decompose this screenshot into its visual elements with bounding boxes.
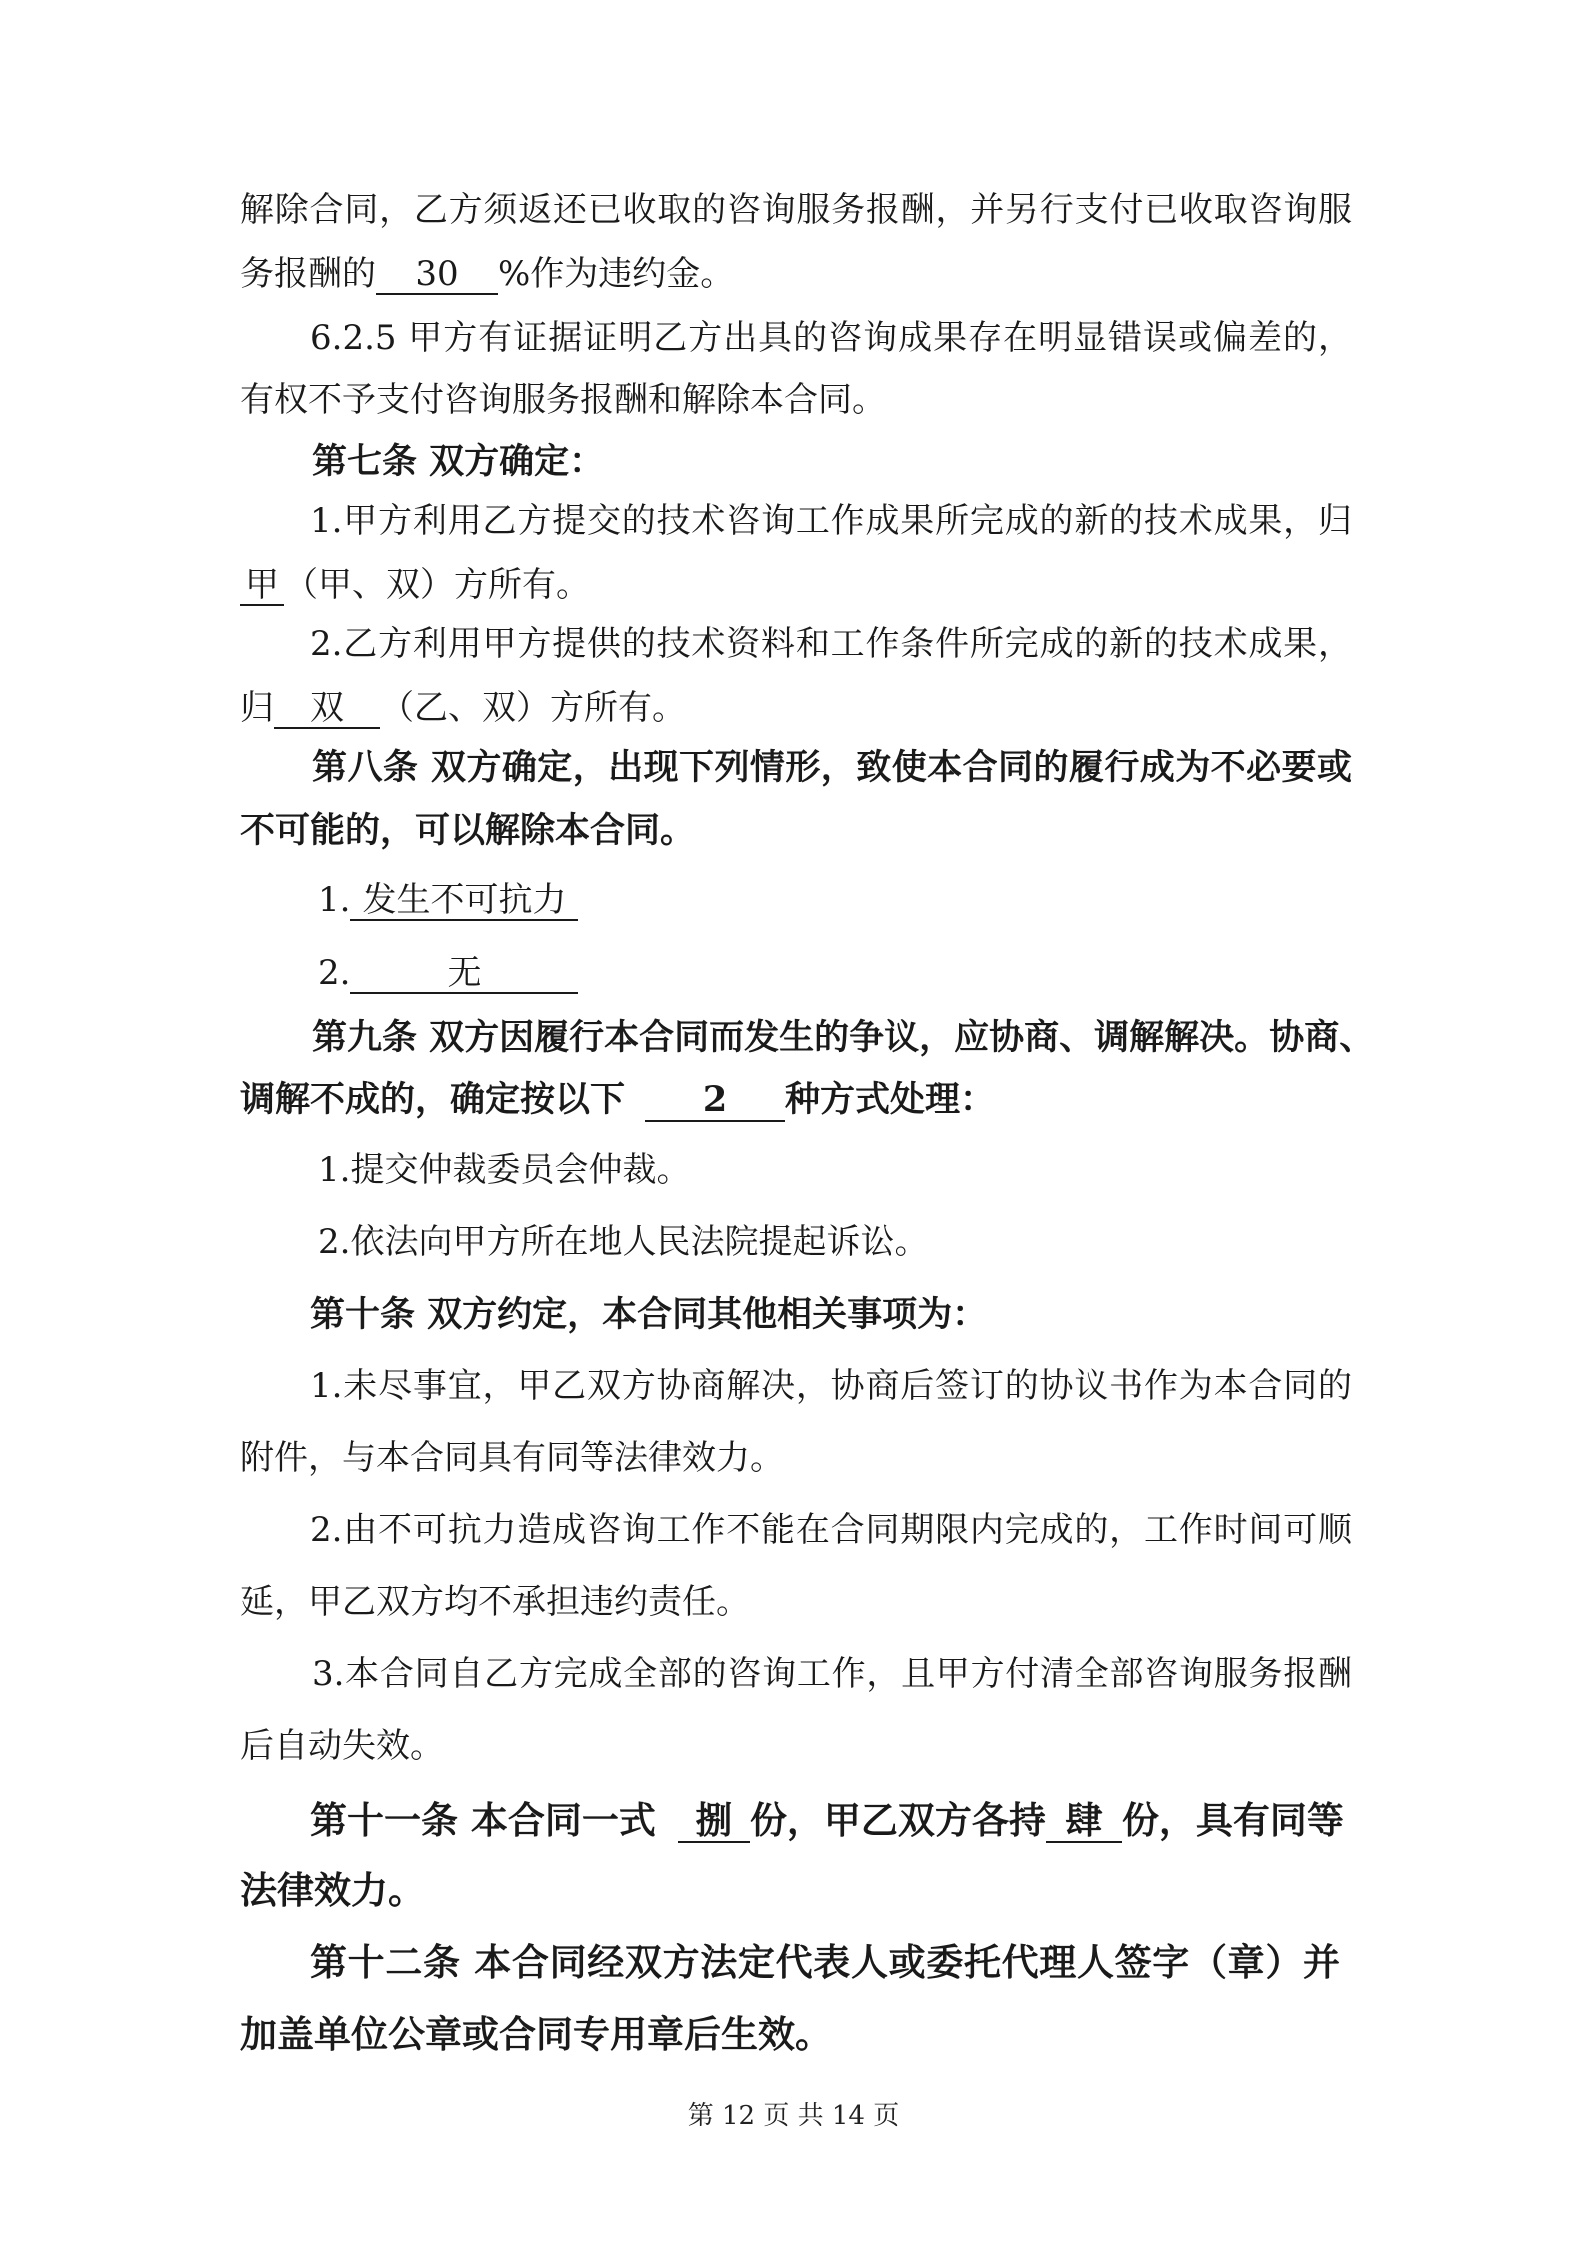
article-12-line2: 加盖单位公章或合同专用章后生效。	[240, 2012, 832, 2056]
article-9-line1: 第九条 双方因履行本合同而发生的争议，应协商、调解解决。协商、	[312, 1017, 1375, 1058]
article-11-line1	[310, 1800, 1344, 1843]
article-7-item-2-line2	[240, 690, 686, 729]
article-9-suffix: 种方式处理：	[785, 1079, 996, 1120]
penalty-percent-field: 30	[376, 256, 498, 295]
clause-6-penalty-prefix: 务报酬的	[240, 254, 376, 294]
article-7-item-2-line1: 2.乙方利用甲方提供的技术资料和工作条件所完成的新的技术成果，	[310, 624, 1352, 664]
dispute-method-field: 2	[645, 1081, 785, 1122]
article-7-item-2-prefix: 归	[240, 688, 274, 728]
copies-each-field: 肆	[1046, 1800, 1122, 1843]
article-10-item-2-line1: 2.由不可抗力造成咨询工作不能在合同期限内完成的，工作时间可顺	[310, 1510, 1352, 1550]
article-12-line1: 第十二条 本合同经双方法定代表人或委托代理人签字（章）并	[310, 1940, 1340, 1984]
article-11-middle: 份，甲乙双方各持	[749, 1798, 1046, 1842]
article-7-item-1-suffix: （甲、双）方所有。	[284, 565, 590, 605]
article-9-line2	[240, 1081, 995, 1122]
article-10-item-3-line1: 3.本合同自乙方完成全部的咨询工作，且甲方付清全部咨询服务报酬	[312, 1654, 1352, 1694]
article-7-title: 第七条 双方确定：	[312, 441, 605, 482]
clause-6-2-5-line1: 6.2.5 甲方有证据证明乙方出具的咨询成果存在明显错误或偏差的，	[310, 318, 1352, 358]
article-10-item-1-line2: 附件，与本合同具有同等法律效力。	[240, 1438, 784, 1478]
article-11-prefix: 第十一条 本合同一式	[310, 1798, 656, 1842]
clause-6-penalty-suffix: %作为违约金。	[498, 254, 735, 294]
clause-6-text-line: 解除合同，乙方须返还已收取的咨询服务报酬，并另行支付已收取咨询服	[240, 190, 1352, 230]
result-owner-field-1: 甲	[240, 567, 284, 606]
result-owner-field-2: 双	[274, 690, 380, 729]
termination-condition-field-2: 无	[350, 955, 578, 994]
article-9-item-2: 2.依法向甲方所在地人民法院提起诉讼。	[318, 1222, 929, 1262]
article-9-prefix: 调解不成的，确定按以下	[240, 1079, 626, 1120]
article-8-line2: 不可能的，可以解除本合同。	[240, 810, 696, 851]
article-10-title: 第十条 双方约定，本合同其他相关事项为：	[310, 1294, 988, 1335]
article-8-item-2	[318, 955, 578, 994]
article-10-item-1-line1: 1.未尽事宜，甲乙双方协商解决，协商后签订的协议书作为本合同的	[310, 1366, 1352, 1406]
article-7-item-2-suffix: （乙、双）方所有。	[380, 688, 686, 728]
article-11-suffix: 份，具有同等	[1121, 1798, 1344, 1842]
page-number: 第 12 页 共 14 页	[687, 2101, 900, 2131]
article-8-item-2-number: 2.	[318, 953, 351, 993]
article-9-item-1: 1.提交仲裁委员会仲裁。	[318, 1150, 691, 1190]
article-7-item-1-line1: 1.甲方利用乙方提交的技术咨询工作成果所完成的新的技术成果，归	[310, 501, 1352, 541]
article-8-item-1-number: 1.	[318, 880, 351, 920]
total-copies-field: 捌	[678, 1800, 750, 1843]
article-8-item-1	[318, 882, 578, 921]
article-7-item-1-line2	[240, 567, 590, 606]
article-10-item-3-line2: 后自动失效。	[240, 1726, 444, 1766]
clause-6-penalty-line	[240, 256, 734, 295]
clause-6-2-5-line2: 有权不予支付咨询服务报酬和解除本合同。	[240, 380, 886, 420]
article-8-line1: 第八条 双方确定，出现下列情形，致使本合同的履行成为不必要或	[312, 747, 1352, 788]
article-11-line2: 法律效力。	[240, 1868, 425, 1912]
termination-condition-field-1: 发生不可抗力	[350, 882, 578, 921]
article-10-item-2-line2: 延，甲乙双方均不承担违约责任。	[240, 1582, 750, 1622]
